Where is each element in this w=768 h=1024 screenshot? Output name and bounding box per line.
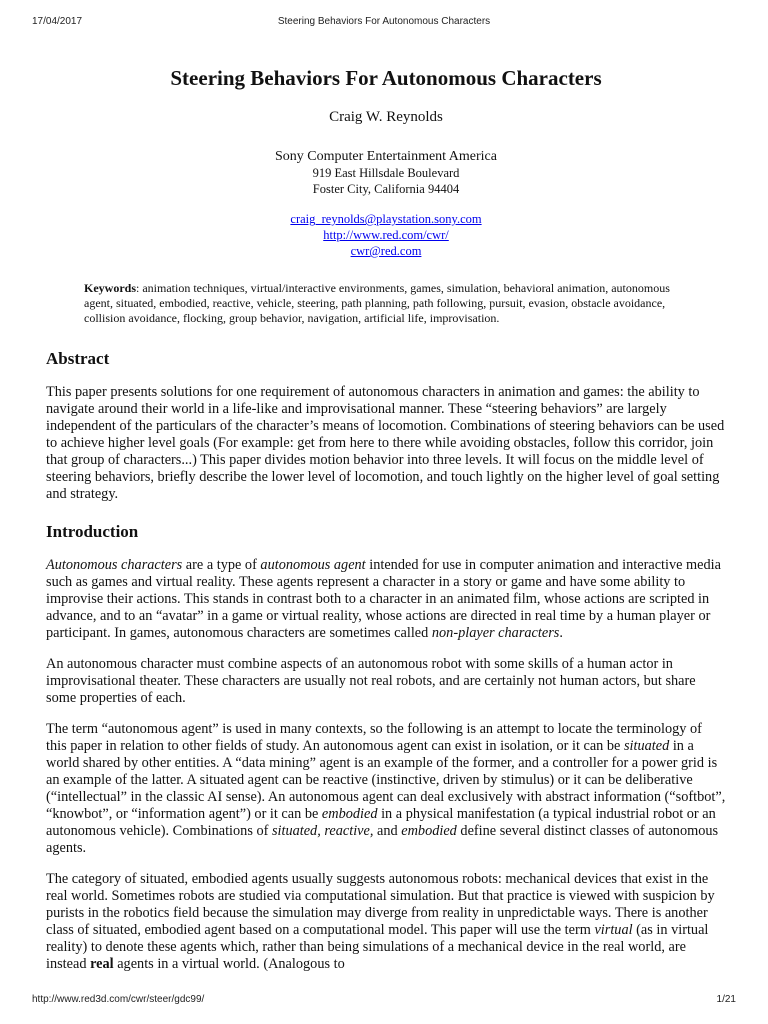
paper-page (46, 64, 726, 973)
text-span: and (373, 823, 402, 839)
affiliation-organization: Sony Computer Entertainment America (274, 149, 497, 164)
affiliation (46, 148, 726, 197)
abstract-heading: Abstract (46, 349, 110, 368)
term-embodied: embodied (401, 823, 457, 839)
keywords-label: Keywords (84, 281, 136, 295)
introduction-body (46, 557, 726, 973)
print-page-title: Steering Behaviors For Autonomous Characters (277, 16, 491, 27)
text-span: intended for use in computer animation and interactive media such as games and virtual reality. These agents represent a character in a story or game and have some ability to improvise their actions. This stands in contrast both to a character in an animated film, whose actions are scripted in advance, and to an “avatar” in a game or virtual reality, whose actions are directed in real time by a human player or participant. In games, autonomous characters are sometimes called (46, 557, 721, 641)
term-real: real (90, 956, 114, 972)
term-autonomous-agent: autonomous agent (260, 557, 366, 573)
term-virtual: virtual (594, 922, 633, 938)
term-autonomous-characters: Autonomous characters (46, 557, 183, 573)
print-date: 17/04/2017 (32, 16, 83, 27)
contact-links (46, 211, 726, 259)
text-span: agents in a virtual world. (Analogous to (113, 956, 345, 972)
text-span: . (559, 625, 563, 641)
term-situated: situated (623, 738, 670, 754)
paper-title: Steering Behaviors For Autonomous Characters (170, 66, 602, 90)
homepage-link[interactable]: http://www.red.com/cwr/ (323, 228, 449, 242)
keywords-text: : animation techniques, virtual/interactive environments, games, simulation, behavioral animation, autonomous agent, situated, embodied, reactive, vehicle, steering, path planning, path following, pursuit, evasion, obstacle avoidance, collision avoidance, flocking, group behavior, navigation, artificial life, improvisation. (84, 281, 670, 325)
term-embodied: embodied (321, 806, 378, 822)
secondary-email-link[interactable]: cwr@red.com (350, 244, 422, 258)
print-url: http://www.red3d.com/cwr/steer/gdc99/ (32, 994, 205, 1005)
text-span: define several distinct classes of autonomous agents. (46, 823, 719, 856)
term-non-player-characters: non-player characters (431, 625, 560, 641)
introduction-heading: Introduction (46, 522, 139, 541)
email-link[interactable]: craig_reynolds@playstation.sony.com (290, 212, 482, 226)
text-span: are a type of (182, 557, 261, 573)
term-situated-reactive: situated, reactive, (271, 823, 374, 839)
intro-paragraph-1 (46, 557, 726, 642)
text-span: The category of situated, embodied agents usually suggests autonomous robots: mechanical devices that exist in the real world. Sometimes robots are studied via computational simulation. But that practice is viewed with suspicion by purists in the robotics field because the simulation may diverge from reality in unpredictable ways. There is another class of situated, embodied agent based on a computational model. This paper will use the term (46, 871, 715, 938)
print-header (32, 16, 736, 30)
print-page-number: 1/21 (716, 994, 736, 1005)
text-span: (as in virtual reality) to denote these agents which, rather than being simulations of a mechanical device in the real world, are instead (46, 922, 709, 972)
intro-paragraph-2: An autonomous character must combine aspects of an autonomous robot with some skills of a human actor in improvisational theater. These characters are usually not real robots, and are certainly not human actors, but share some properties of each. (46, 656, 696, 706)
text-span: in a physical manifestation (a typical industrial robot or an autonomous vehicle). Combinations of (46, 806, 716, 839)
intro-paragraph-3 (46, 721, 726, 857)
print-footer (32, 994, 736, 1008)
abstract-text: This paper presents solutions for one requirement of autonomous characters in animation and games: the ability to navigate around their world in a life-like and improvisational manner. These “steering behaviors” are largely independent of the particulars of the character’s means of locomotion. Combinations of steering behaviors can be used to achieve higher level goals (For example: get from here to there while avoiding obstacles, follow this corridor, join that group of characters...) This paper divides motion behavior into three levels. It will focus on the middle level of steering behaviors, briefly describe the lower level of locomotion, and touch lightly on the higher level of goal setting and strategy. (46, 384, 725, 502)
affiliation-city: Foster City, California 94404 (312, 182, 460, 196)
keywords (84, 281, 674, 326)
affiliation-street: 919 East Hillsdale Boulevard (312, 166, 460, 180)
text-span: in a world shared by other entities. A “data mining” agent is an example of the former, and a controller for a power grid is an example of the latter. A situated agent can be reactive (instinctive, driven by stimulus) or it can be deliberative (“intellectual” in the classic AI sense). An autonomous agent can deal exclusively with abstract information (“softbot”, “knowbot”, or “information agent”) or it can be (46, 738, 726, 822)
paper-author: Craig W. Reynolds (329, 109, 443, 125)
intro-paragraph-4 (46, 871, 726, 973)
text-span: The term “autonomous agent” is used in many contexts, so the following is an attempt to locate the terminology of this paper in relation to other fields of study. An autonomous agent can exist in isolation, or it can be (46, 721, 702, 754)
